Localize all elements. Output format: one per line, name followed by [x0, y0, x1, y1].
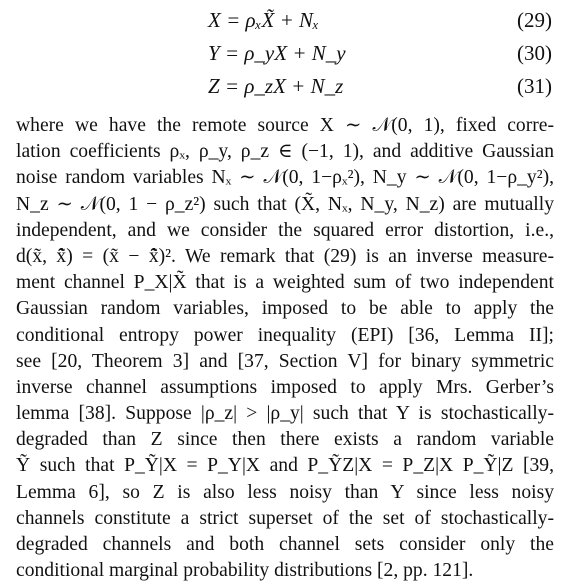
equation-30-body: Y = ρ_yX + N_y [208, 41, 346, 65]
equation-31-number: (31) [517, 74, 552, 98]
equation-29-body: X = ρₓX̃ + Nₓ [208, 8, 320, 32]
equation-row [0, 70, 568, 103]
paragraph-line: channels constitute a strict superset of the set of stochastically- [16, 507, 554, 529]
paragraph-line: lation coefficients ρₓ, ρ_y, ρ_z ∈ (−1, 1), and additive Gaussian [16, 141, 554, 163]
equation-31-body: Z = ρ_zX + N_z [208, 74, 344, 98]
paragraph-line: conditional entropy power inequality (EPI) [36, Lemma II]; [16, 324, 554, 346]
paragraph-line: Lemma 6], so Z is also less noisy than Y since less noisy [16, 481, 554, 503]
paragraph-line: degraded than Z since then there exists a random variable [16, 429, 554, 451]
paragraph-line: lemma [38]. Suppose |ρ_z| > |ρ_y| such that Y is stochastically- [16, 403, 554, 425]
paragraph-line: ment channel P_X|X̃ that is a weighted sum of two independent [16, 272, 554, 294]
paragraph-line: conditional marginal probability distributions [2, pp. 121]. [16, 560, 474, 582]
paragraph-line: independent, and we consider the squared error distortion, i.e., [16, 219, 554, 241]
paragraph-line: d(x̃, x̃̂) = (x̃ − x̃̂)². We remark that (29) is an inverse measure- [16, 245, 554, 267]
equation-30-number: (30) [517, 41, 552, 65]
paragraph-line: inverse channel assumptions imposed to apply Mrs. Gerber’s [16, 376, 554, 398]
paragraph-line: Gaussian random variables, imposed to be able to apply the [16, 298, 554, 320]
paragraph-line: see [20, Theorem 3] and [37, Section V] for binary symmetric [16, 350, 554, 372]
body-paragraph [16, 113, 554, 584]
paragraph-line: noise random variables Nₓ ∼ 𝒩(0, 1−ρₓ²), N_y ∼ 𝒩(0, 1−ρ_y²), [16, 167, 554, 189]
paragraph-line: N_z ∼ 𝒩(0, 1 − ρ_z²) such that (X̃, Nₓ, N_y, N_z) are mutually [16, 193, 554, 215]
paragraph-line: Ỹ such that P_Ỹ|X = P_Y|X and P_ỸZ|X = P_Z|X P_Ỹ|Z [39, [16, 455, 554, 477]
equation-row [0, 4, 568, 37]
paragraph-line: where we have the remote source X ∼ 𝒩(0, 1), fixed corre- [16, 115, 554, 136]
equation-block [0, 4, 568, 103]
paragraph-line: degraded channels and both channel sets consider only the [16, 534, 554, 555]
equation-29-number: (29) [517, 8, 552, 32]
equation-row [0, 37, 568, 70]
